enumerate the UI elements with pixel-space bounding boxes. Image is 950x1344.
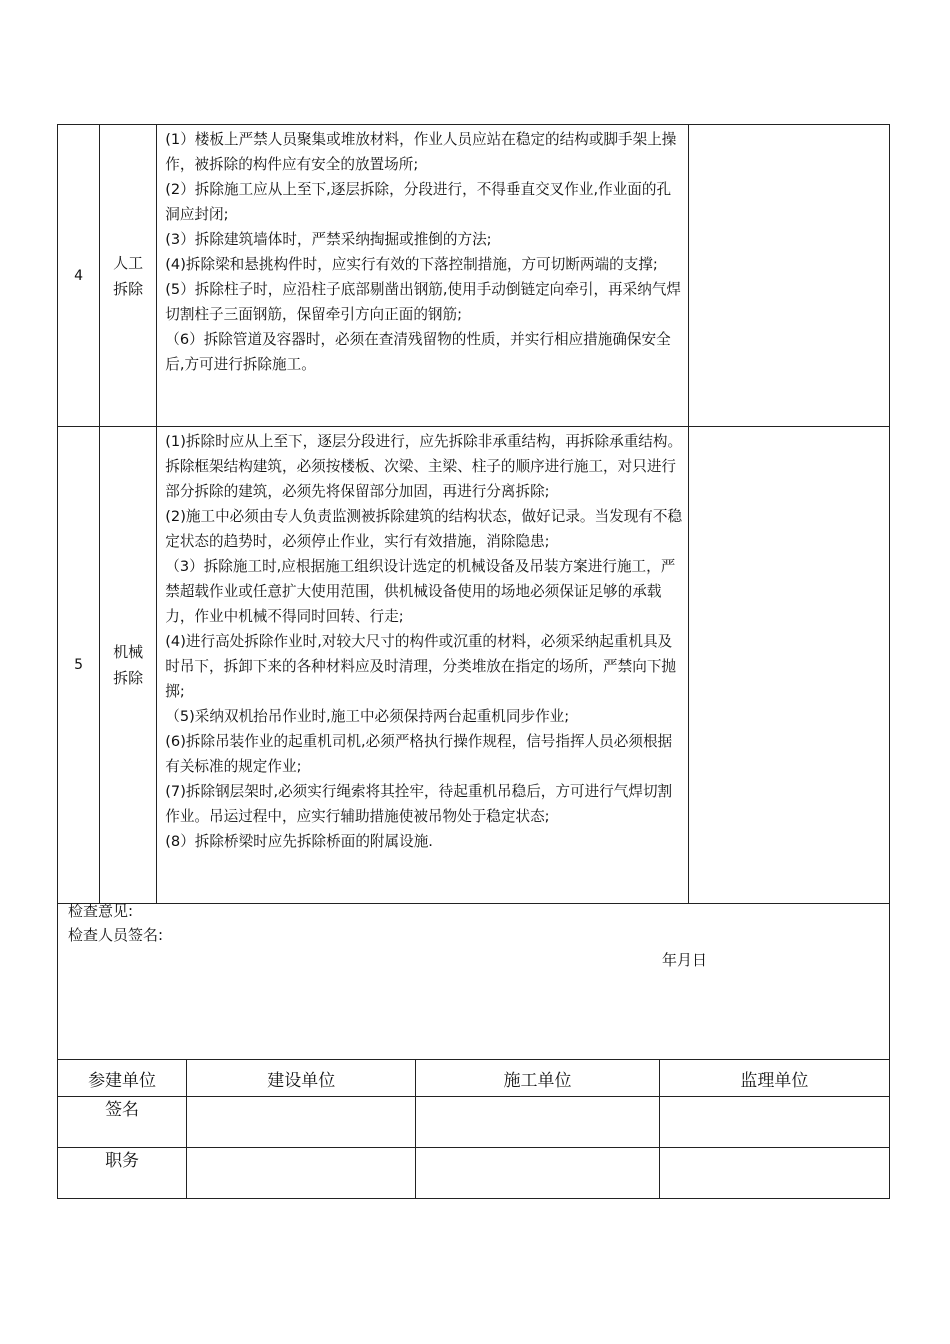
position-field[interactable] xyxy=(187,1148,416,1199)
table-row xyxy=(58,427,890,904)
item-name-line: 拆除 xyxy=(113,279,144,298)
inspection-opinion-section[interactable] xyxy=(57,897,890,1060)
result-cell[interactable] xyxy=(689,427,890,904)
signature-field[interactable] xyxy=(416,1097,659,1148)
header-cell: 监理单位 xyxy=(659,1060,889,1097)
requirements-cell xyxy=(157,125,689,427)
signature-table xyxy=(57,1059,890,1199)
requirements-cell xyxy=(157,427,689,904)
requirement-item: (2）拆除施工应从上至下,逐层拆除，分段进行，不得垂直交叉作业,作业面的孔洞应封闭; xyxy=(165,181,672,223)
item-name-line: 机械 xyxy=(113,643,144,661)
requirement-item: （3）拆除施工时,应根据施工组织设计选定的机械设备及吊装方案进行施工，严禁超载作业或任意扩大使用范围，供机械设备使用的场地必须保证足够的承载力，作业中机械不得同时回转、行走; xyxy=(165,558,676,625)
table-row xyxy=(58,1148,890,1199)
date-label: 年月日 xyxy=(662,951,708,969)
header-cell: 建设单位 xyxy=(187,1060,416,1097)
position-field[interactable] xyxy=(416,1148,659,1199)
row-number: 4 xyxy=(58,125,100,427)
item-name-line: 人工 xyxy=(113,253,144,272)
item-name xyxy=(100,427,157,904)
opinion-label: 检查意见: xyxy=(68,902,134,920)
signer-label: 检查人员签名: xyxy=(68,926,164,944)
row-number: 5 xyxy=(58,427,100,904)
requirement-item: (1）楼板上严禁人员聚集或堆放材料，作业人员应站在稳定的结构或脚手架上操作，被拆除的构件应有安全的放置场所; xyxy=(165,131,677,173)
signature-field[interactable] xyxy=(187,1097,416,1148)
requirement-item: (2)施工中必须由专人负责监测被拆除建筑的结构状态，做好记录。当发现有不稳定状态的趋势时，必须停止作业，实行有效措施，消除隐患; xyxy=(165,508,683,550)
requirement-item: （6）拆除管道及容器时，必须在查清残留物的性质，并实行相应措施确保安全后,方可进行拆除施工。 xyxy=(165,331,671,373)
result-cell[interactable] xyxy=(689,125,890,427)
requirement-item: (4)进行高处拆除作业时,对较大尺寸的构件或沉重的材料，必须采纳起重机具及时吊下，拆卸下来的各种材料应及时清理，分类堆放在指定的场所，严禁向下抛掷; xyxy=(165,633,677,700)
table-row xyxy=(58,1097,890,1148)
requirement-item: (3）拆除建筑墙体时，严禁采纳掏掘或推倒的方法; xyxy=(165,231,492,248)
requirement-item: (4)拆除梁和悬挑构件时，应实行有效的下落控制措施，方可切断两端的支撑; xyxy=(165,256,658,273)
row-label: 签名 xyxy=(58,1097,187,1148)
requirement-item: (7)拆除钢层架时,必须实行绳索将其拴牢，待起重机吊稳后，方可进行气焊切割作业。吊运过程中，应实行辅助措施使被吊物处于稳定状态; xyxy=(165,783,673,825)
requirement-item: (5）拆除柱子时，应沿柱子底部剔凿出钢筋,使用手动倒链定向牵引，再采纳气焊切割柱子三面钢筋，保留牵引方向正面的钢筋; xyxy=(165,281,682,323)
position-field[interactable] xyxy=(659,1148,889,1199)
table-row xyxy=(58,125,890,427)
requirement-item: (1)拆除时应从上至下，逐层分段进行，应先拆除非承重结构，再拆除承重结构。拆除框架结构建筑，必须按楼板、次梁、主梁、柱子的顺序进行施工，对只进行部分拆除的建筑，必须先将保留部分加固，再进行分离拆除; xyxy=(165,433,683,500)
requirement-item: (6)拆除吊装作业的起重机司机,必须严格执行操作规程，信号指挥人员必须根据有关标准的规定作业; xyxy=(165,733,673,775)
header-cell: 参建单位 xyxy=(58,1060,187,1097)
item-name xyxy=(100,125,157,427)
table-row xyxy=(58,1060,890,1097)
signature-field[interactable] xyxy=(659,1097,889,1148)
inspection-table xyxy=(57,124,890,904)
header-cell: 施工单位 xyxy=(416,1060,659,1097)
requirement-item: （5)采纳双机抬吊作业时,施工中必须保持两台起重机同步作业; xyxy=(165,708,570,725)
row-label: 职务 xyxy=(58,1148,187,1199)
requirement-item: (8）拆除桥梁时应先拆除桥面的附属设施. xyxy=(165,833,433,850)
item-name-line: 拆除 xyxy=(113,669,144,687)
